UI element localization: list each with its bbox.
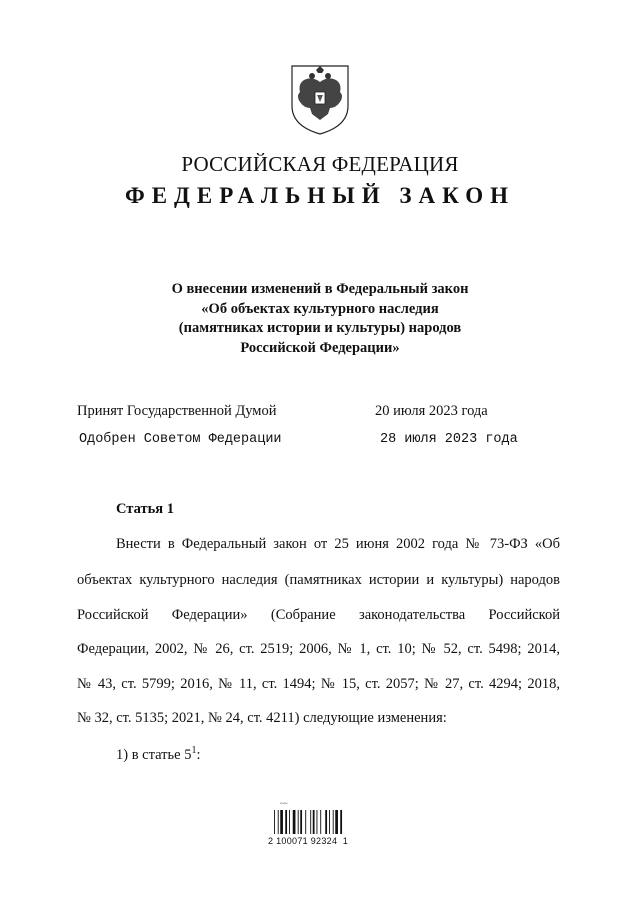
document-type: ФЕДЕРАЛЬНЫЙ ЗАКОН <box>124 183 516 208</box>
country-name: РОССИЙСКАЯ ФЕДЕРАЦИЯ <box>181 152 459 176</box>
barcode-bar <box>335 810 338 834</box>
barcode-bar <box>310 810 311 834</box>
law-title <box>0 280 640 358</box>
article-text-line: Внести в Федеральный закон от 25 июня 2002 года № 73-ФЗ «Об <box>116 536 560 552</box>
article-text-line: № 32, ст. 5135; 2021, № 24, ст. 4211) следующие изменения: <box>77 710 447 726</box>
article-text-line: Российской Федерации» (Собрание законодательства Российской <box>77 607 560 623</box>
barcode-bar <box>313 810 315 834</box>
article-text-line: № 43, ст. 5799; 2016, № 11, ст. 1494; № 15, ст. 2057; № 27, ст. 4294; 2018, <box>77 676 560 692</box>
article-heading: Статья 1 <box>116 501 174 517</box>
barcode-bar <box>329 810 330 834</box>
barcode-bar <box>278 810 279 834</box>
council-approval-label: Одобрен Советом Федерации <box>79 432 282 447</box>
barcode-bar <box>333 810 334 834</box>
barcode-bar <box>305 810 306 834</box>
law-title-line: Российской Федерации» <box>240 339 400 356</box>
barcode-bar <box>340 810 342 834</box>
article-item-sup: 1 <box>191 745 197 756</box>
duma-adoption-label: Принят Государственной Думой <box>77 403 277 419</box>
barcode-bar <box>320 810 321 834</box>
barcode-bar <box>274 810 275 834</box>
duma-adoption-date: 20 июля 2023 года <box>375 403 488 419</box>
article-item-suffix: : <box>196 747 201 763</box>
barcode-bar <box>285 810 287 834</box>
law-title-line: (памятниках истории и культуры) народов <box>178 320 462 336</box>
law-title-line: «Об объектах культурного наследия <box>201 300 439 317</box>
law-title-line: О внесении изменений в Федеральный закон <box>171 281 469 297</box>
article-text-line: объектах культурного наследия (памятниках истории и культуры) народов <box>77 572 560 588</box>
barcode-bar <box>298 810 299 834</box>
barcode-bar <box>300 810 302 834</box>
barcode-bar <box>280 810 283 834</box>
svg-text:~~: ~~ <box>280 800 288 808</box>
article-text-line: Федерации, 2002, № 26, ст. 2519; 2006, № 1, ст. 10; № 52, ст. 5498; 2014, <box>77 641 560 657</box>
barcode-bar <box>293 810 296 834</box>
barcode-bar <box>317 810 318 834</box>
article-item <box>116 745 200 764</box>
barcode-bar <box>325 810 327 834</box>
barcode-number: 2 100071 92324 1 <box>268 836 349 846</box>
council-approval-date: 28 июля 2023 года <box>380 432 518 447</box>
barcode-bar <box>289 810 290 834</box>
coat-of-arms-icon <box>286 62 354 136</box>
article-item-text: 1) в статье 5 <box>116 747 192 763</box>
